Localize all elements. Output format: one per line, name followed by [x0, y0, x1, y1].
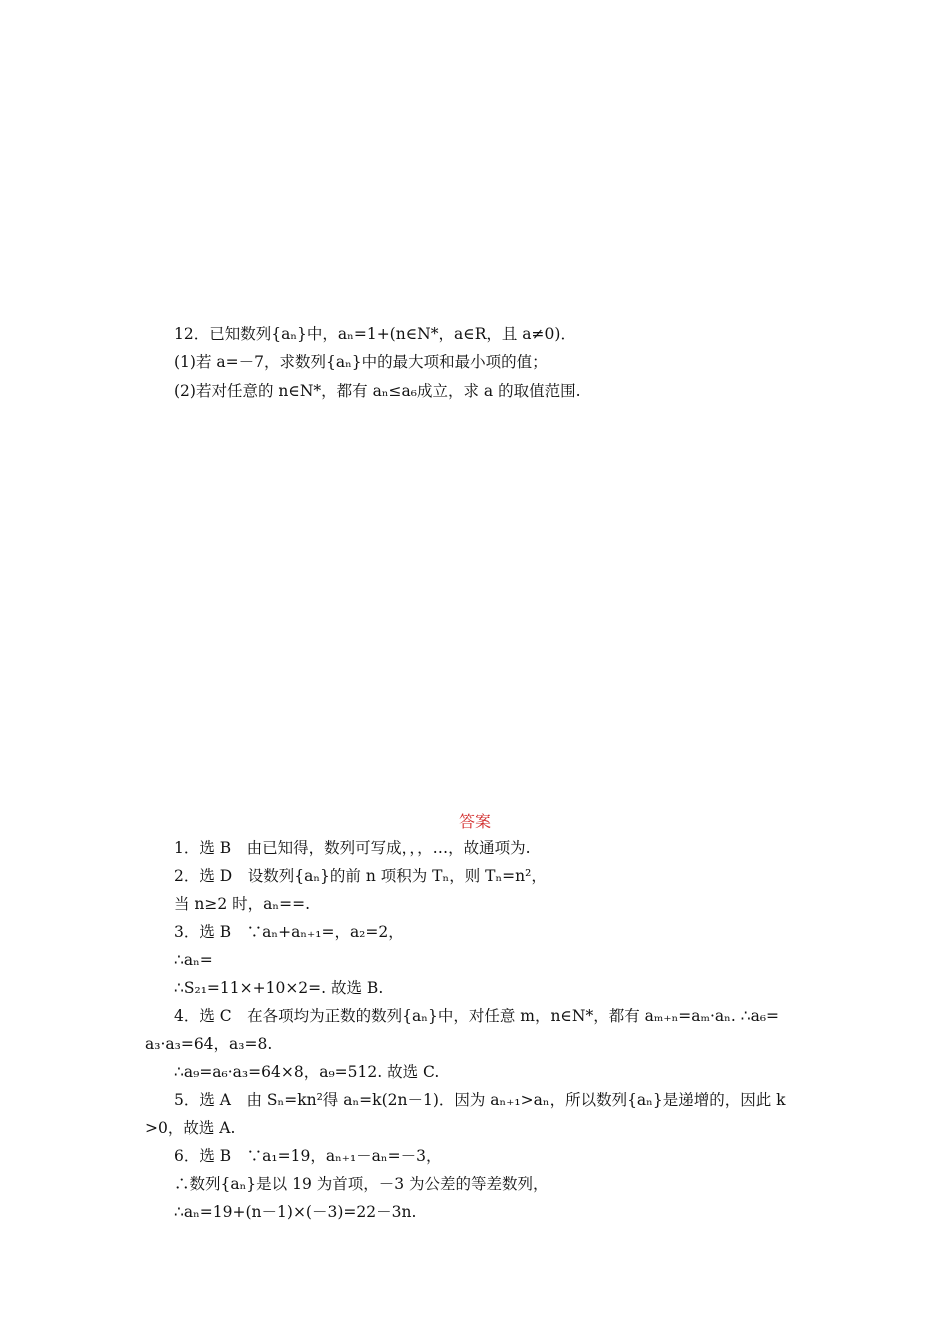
- answer-6-cont-2: ∴aₙ=19+(n－1)×(－3)=22－3n.: [174, 1203, 417, 1221]
- answer-4-cont-1: a₃·a₃=64，a₃=8.: [145, 1035, 273, 1053]
- answer-3-cont-2: ∴S₂₁=11×+10×2=. 故选 B.: [174, 979, 384, 997]
- answer-2-cont: 当 n≥2 时，aₙ==.: [174, 895, 311, 913]
- answers-title: 答案: [458, 812, 491, 831]
- answer-6-cont-1: ∴数列{aₙ}是以 19 为首项，－3 为公差的等差数列，: [174, 1175, 549, 1193]
- answer-6: 6．选 B ∵a₁=19，aₙ₊₁－aₙ=－3，: [174, 1147, 442, 1165]
- answer-5-cont: >0，故选 A.: [145, 1119, 236, 1137]
- answer-5: 5．选 A 由 Sₙ=kn²得 aₙ=k(2n－1)．因为 aₙ₊₁>aₙ，所以数列{aₙ}是递增的，因此 k: [174, 1091, 786, 1109]
- problem-12-part-1: (1)若 a=－7，求数列{aₙ}中的最大项和最小项的值；: [174, 353, 548, 371]
- answer-4: 4．选 C 在各项均为正数的数列{aₙ}中，对任意 m，n∈N*，都有 aₘ₊ₙ=aₘ·aₙ. ∴a₆=: [174, 1007, 780, 1025]
- answer-3: 3．选 B ∵aₙ+aₙ₊₁=，a₂=2，: [174, 923, 404, 941]
- problem-12-part-2: (2)若对任意的 n∈N*，都有 aₙ≤a₆成立，求 a 的取值范围.: [174, 382, 581, 400]
- answer-1: 1．选 B 由已知得，数列可写成，，，…，故通项为.: [174, 839, 531, 857]
- answer-4-cont-2: ∴a₉=a₆·a₃=64×8，a₉=512. 故选 C.: [174, 1063, 440, 1081]
- answer-3-cont-1: ∴aₙ=: [174, 951, 213, 969]
- answer-2: 2．选 D 设数列{aₙ}的前 n 项积为 Tₙ，则 Tₙ=n²，: [174, 867, 547, 885]
- problem-12-statement: 12．已知数列{aₙ}中，aₙ=1+(n∈N*，a∈R，且 a≠0)．: [174, 325, 576, 343]
